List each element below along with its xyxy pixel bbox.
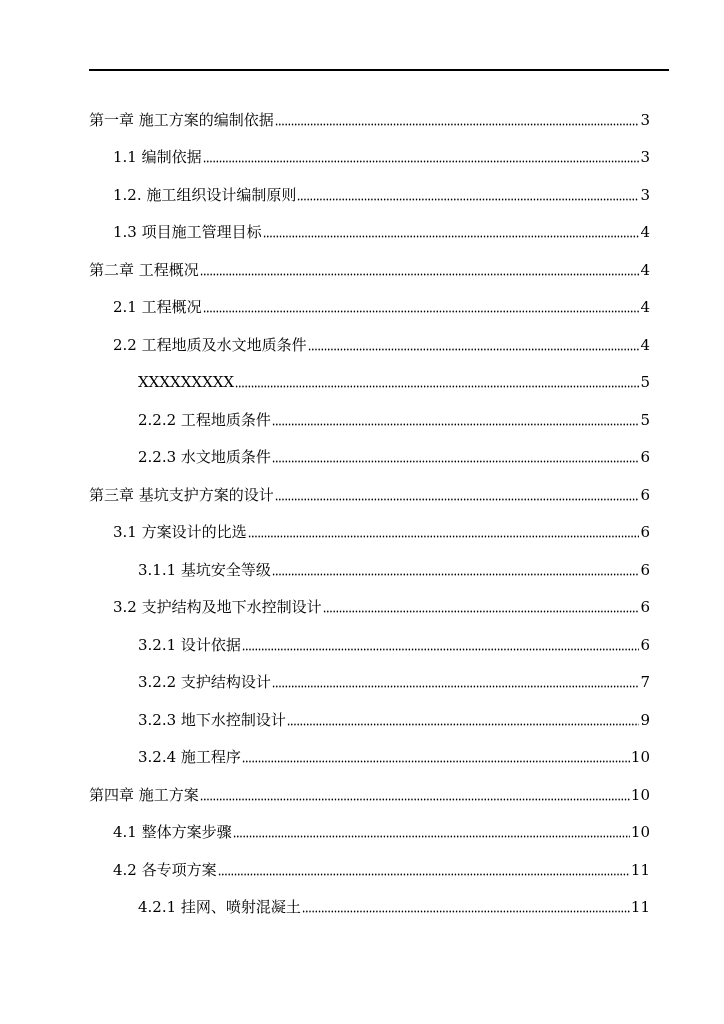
toc-entry-label: 3.2 支护结构及地下水控制设计 <box>113 598 322 616</box>
dot-leader <box>275 498 640 501</box>
toc-entry-page: 9 <box>640 711 650 729</box>
dot-leader <box>248 535 640 538</box>
toc-entry-page: 6 <box>640 561 650 579</box>
toc-entry-2-2-3[interactable] <box>138 445 650 467</box>
dot-leader <box>263 235 640 238</box>
toc-entry-label: 4.2 各专项方案 <box>113 861 217 879</box>
dot-leader <box>218 873 630 876</box>
toc-entry-chapter-4[interactable] <box>89 783 650 805</box>
toc-entry-3-2[interactable] <box>113 595 650 617</box>
dot-leader <box>297 198 639 201</box>
toc-entry-page: 3 <box>640 186 650 204</box>
toc-entry-label: 2.1 工程概况 <box>113 298 202 316</box>
toc-entry-1-1[interactable] <box>113 145 650 167</box>
dot-leader <box>242 648 640 651</box>
dot-leader <box>308 348 640 351</box>
toc-entry-page: 3 <box>640 111 650 129</box>
toc-entry-page: 10 <box>630 823 650 841</box>
toc-entry-label: 1.2. 施工组织设计编制原则 <box>113 186 297 204</box>
toc-entry-2-2-2[interactable] <box>138 408 650 430</box>
toc-entry-label: XXXXXXXXX <box>138 373 235 391</box>
toc-entry-page: 11 <box>630 861 650 879</box>
dot-leader <box>200 273 640 276</box>
dot-leader <box>287 723 640 726</box>
toc-entry-chapter-2[interactable] <box>89 258 650 280</box>
toc-entry-3-2-1[interactable] <box>138 633 650 655</box>
dot-leader <box>272 460 640 463</box>
toc-entry-page: 4 <box>640 261 650 279</box>
dot-leader <box>233 835 630 838</box>
dot-leader <box>203 310 640 313</box>
toc-entry-chapter-3[interactable] <box>89 483 650 505</box>
toc-entry-page: 5 <box>640 373 650 391</box>
dot-leader <box>235 385 639 388</box>
toc-entry-3-1[interactable] <box>113 520 650 542</box>
dot-leader <box>272 573 640 576</box>
toc-entry-2-2-1[interactable] <box>138 370 650 392</box>
toc-entry-3-1-1[interactable] <box>138 558 650 580</box>
toc-entry-label: 3.1.1 基坑安全等级 <box>138 561 271 579</box>
toc-entry-label: 第一章 施工方案的编制依据 <box>89 111 274 129</box>
toc-entry-page: 5 <box>640 411 650 429</box>
toc-entry-label: 1.1 编制依据 <box>113 148 202 166</box>
dot-leader <box>272 423 640 426</box>
toc-entry-4-1[interactable] <box>113 820 650 842</box>
toc-entry-2-2[interactable] <box>113 333 650 355</box>
toc-entry-page: 7 <box>640 673 650 691</box>
toc-entry-label: 1.3 项目施工管理目标 <box>113 223 262 241</box>
toc-entry-label: 3.2.3 地下水控制设计 <box>138 711 286 729</box>
toc-entry-4-2-1[interactable] <box>138 895 650 917</box>
toc-entry-label: 2.2.3 水文地质条件 <box>138 448 271 466</box>
toc-entry-1-3[interactable] <box>113 220 650 242</box>
toc-entry-page: 6 <box>640 486 650 504</box>
toc-entry-page: 6 <box>640 448 650 466</box>
toc-entry-label: 3.2.1 设计依据 <box>138 636 241 654</box>
toc-entry-page: 4 <box>640 223 650 241</box>
toc-entry-label: 第二章 工程概况 <box>89 261 199 279</box>
header-rule <box>89 69 669 71</box>
toc-entry-4-2[interactable] <box>113 858 650 880</box>
dot-leader <box>200 798 630 801</box>
toc-entry-1-2[interactable] <box>113 183 650 205</box>
toc-entry-page: 4 <box>640 298 650 316</box>
toc-entry-page: 10 <box>630 748 650 766</box>
toc-entry-label: 3.2.2 支护结构设计 <box>138 673 271 691</box>
toc-entry-label: 第四章 施工方案 <box>89 786 199 804</box>
toc-entry-3-2-3[interactable] <box>138 708 650 730</box>
toc-entry-page: 3 <box>640 148 650 166</box>
toc-entry-label: 4.1 整体方案步骤 <box>113 823 232 841</box>
toc-entry-label: 2.2 工程地质及水文地质条件 <box>113 336 307 354</box>
toc-entry-page: 11 <box>630 898 650 916</box>
toc-entry-label: 第三章 基坑支护方案的设计 <box>89 486 274 504</box>
toc-entry-2-1[interactable] <box>113 295 650 317</box>
toc-entry-page: 6 <box>640 636 650 654</box>
dot-leader <box>203 160 640 163</box>
dot-leader <box>275 123 640 126</box>
toc-entry-page: 6 <box>640 523 650 541</box>
dot-leader <box>272 685 640 688</box>
toc-entry-label: 3.2.4 施工程序 <box>138 748 241 766</box>
toc-entry-label: 4.2.1 挂网、喷射混凝土 <box>138 898 301 916</box>
toc-entry-3-2-2[interactable] <box>138 670 650 692</box>
toc-entry-label: 3.1 方案设计的比选 <box>113 523 247 541</box>
dot-leader <box>242 760 630 763</box>
toc-entry-chapter-1[interactable] <box>89 108 650 130</box>
toc-entry-page: 4 <box>640 336 650 354</box>
toc-entry-page: 10 <box>630 786 650 804</box>
toc-entry-label: 2.2.2 工程地质条件 <box>138 411 271 429</box>
dot-leader <box>302 910 630 913</box>
dot-leader <box>323 610 640 613</box>
toc-entry-page: 6 <box>640 598 650 616</box>
toc-entry-3-2-4[interactable] <box>138 745 650 767</box>
